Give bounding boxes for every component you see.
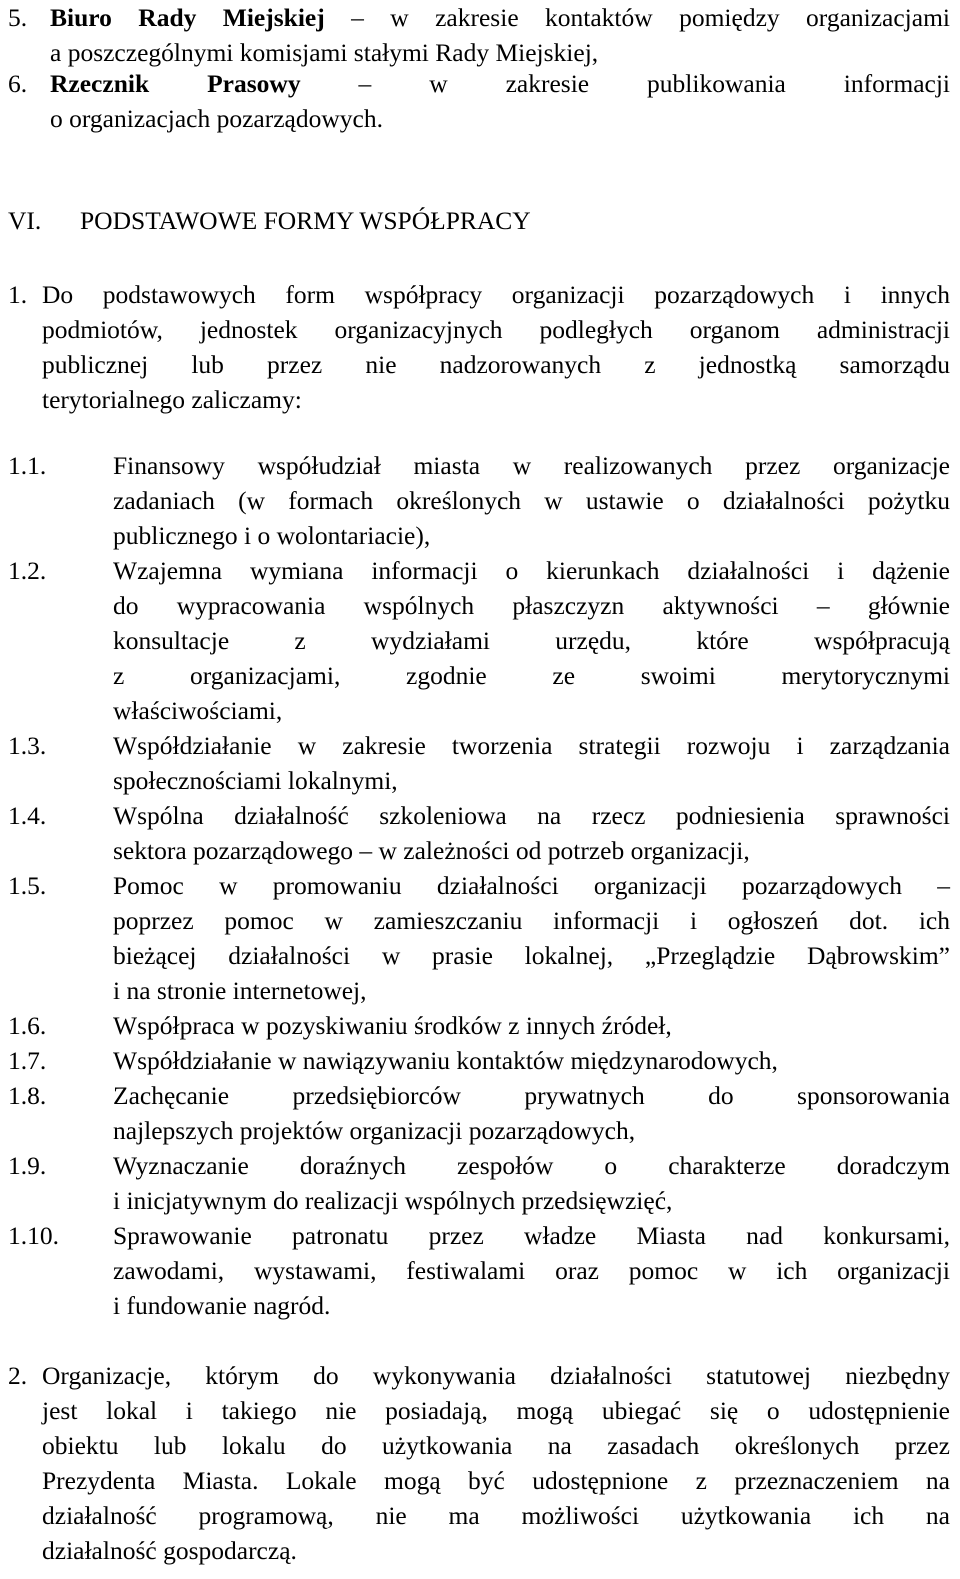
list-item	[8, 1043, 950, 1078]
list-item-line: zadaniach (w formach określonych w ustawie o działalności pożytku	[113, 486, 950, 515]
list-item-number: 1.7.	[8, 1046, 47, 1075]
list-item-body	[113, 868, 950, 1008]
list-item-number: 1.8.	[8, 1081, 47, 1110]
point-2-number: 2.	[8, 1361, 28, 1390]
list-item-body	[113, 553, 950, 728]
list-item-number: 1.5.	[8, 871, 47, 900]
list-item	[8, 798, 950, 868]
list-item-line: Wspólna działalność szkoleniowa na rzecz podniesienia sprawności	[113, 801, 950, 830]
list-item-line: Współdziałanie w zakresie tworzenia strategii rozwoju i zarządzania	[113, 731, 950, 760]
intro-item-5-number: 5.	[8, 3, 28, 32]
list-item-line: Pomoc w promowaniu działalności organizacji pozarządowych –	[113, 871, 950, 900]
intro-item-6-number: 6.	[8, 69, 28, 98]
point-2-line: Organizacje, którym do wykonywania działalności statutowej niezbędny	[42, 1361, 950, 1390]
list-item	[8, 1008, 950, 1043]
section-heading	[8, 203, 531, 238]
intro-item-6-bold: Rzecznik Prasowy	[50, 69, 301, 98]
list-item-body	[113, 448, 950, 553]
list-item-line: do wypracowania wspólnych płaszczyzn aktywności – głównie	[113, 591, 950, 620]
point-1-line: Do podstawowych form współpracy organizacji pozarządowych i innych	[42, 280, 950, 309]
point-1-line: terytorialnego zaliczamy:	[42, 385, 302, 414]
intro-item-6-line1	[50, 66, 950, 101]
list-item-line: bieżącej działalności w prasie lokalnej, „Przeglądzie Dąbrowskim”	[113, 941, 950, 970]
list-item-line: Wzajemna wymiana informacji o kierunkach działalności i dążenie	[113, 556, 950, 585]
list-item-line: konsultacje z wydziałami urzędu, które współpracują	[113, 626, 950, 655]
list-item-number: 1.3.	[8, 731, 47, 760]
list-item-number: 1.9.	[8, 1151, 47, 1180]
list-item-body	[113, 1008, 950, 1043]
point-1-line: podmiotów, jednostek organizacyjnych podległych organom administracji	[42, 315, 950, 344]
intro-item-5-line1	[50, 0, 950, 35]
list-item-body	[113, 798, 950, 868]
list-item	[8, 1078, 950, 1148]
list-item-body	[113, 1043, 950, 1078]
intro-item-5-line2: a poszczególnymi komisjami stałymi Rady Miejskiej,	[50, 38, 599, 67]
intro-item-6-line2: o organizacjach pozarządowych.	[50, 104, 383, 133]
list-item-line: Współpraca w pozyskiwaniu środków z innych źródeł,	[113, 1011, 672, 1040]
list-item	[8, 868, 950, 1008]
list-item-number: 1.10.	[8, 1221, 59, 1250]
list-item-line: Współdziałanie w nawiązywaniu kontaktów międzynarodowych,	[113, 1046, 778, 1075]
point-2-line: działalność gospodarczą.	[42, 1536, 297, 1565]
list-item-line: i na stronie internetowej,	[113, 976, 367, 1005]
list-item	[8, 1218, 950, 1323]
list-item-number: 1.4.	[8, 801, 47, 830]
list-item-line: społecznościami lokalnymi,	[113, 766, 398, 795]
list-item-line: właściwościami,	[113, 696, 283, 725]
list-item-body	[113, 1078, 950, 1148]
list-item-body	[113, 1218, 950, 1323]
list-item-line: i fundowanie nagród.	[113, 1291, 331, 1320]
list-item-number: 1.6.	[8, 1011, 47, 1040]
list-item-line: Wyznaczanie doraźnych zespołów o charakterze doradczym	[113, 1151, 950, 1180]
list-item-line: Sprawowanie patronatu przez władze Miasta nad konkursami,	[113, 1221, 950, 1250]
point-1-line: publicznej lub przez nie nadzorowanych z jednostką samorządu	[42, 350, 950, 379]
list-item-line: publicznego i o wolontariacie),	[113, 521, 431, 550]
list-item-number: 1.1.	[8, 451, 47, 480]
list-item	[8, 448, 950, 553]
subitems-list	[8, 448, 950, 1323]
list-item-line: i inicjatywnym do realizacji wspólnych przedsięwzięć,	[113, 1186, 673, 1215]
list-item-number: 1.2.	[8, 556, 47, 585]
list-item	[8, 1148, 950, 1218]
section-title: PODSTAWOWE FORMY WSPÓŁPRACY	[80, 206, 531, 235]
point-2-line: jest lokal i takiego nie posiadają, mogą ubiegać się o udostępnienie	[42, 1396, 950, 1425]
intro-item-6-rest: – w zakresie publikowania informacji	[300, 69, 951, 98]
section-numeral: VI.	[8, 206, 42, 235]
list-item-body	[113, 1148, 950, 1218]
list-item	[8, 553, 950, 728]
list-item-line: poprzez pomoc w zamieszczaniu informacji i ogłoszeń dot. ich	[113, 906, 950, 935]
list-item-line: Zachęcanie przedsiębiorców prywatnych do sponsorowania	[113, 1081, 950, 1110]
point-1-number: 1.	[8, 280, 28, 309]
point-2-line: obiektu lub lokalu do użytkowania na zasadach określonych przez	[42, 1431, 950, 1460]
intro-item-5-bold: Biuro Rady Miejskiej	[50, 3, 325, 32]
list-item-line: zawodami, wystawami, festiwalami oraz pomoc w ich organizacji	[113, 1256, 950, 1285]
list-item-line: sektora pozarządowego – w zależności od potrzeb organizacji,	[113, 836, 750, 865]
list-item-line: z organizacjami, zgodnie ze swoimi merytorycznymi	[113, 661, 950, 690]
point-2-line: działalność programową, nie ma możliwości użytkowania ich na	[42, 1501, 950, 1530]
intro-item-5-rest: – w zakresie kontaktów pomiędzy organizacjami	[324, 3, 950, 32]
list-item-line: najlepszych projektów organizacji pozarządowych,	[113, 1116, 636, 1145]
point-2-line: Prezydenta Miasta. Lokale mogą być udostępnione z przeznaczeniem na	[42, 1466, 950, 1495]
list-item-body	[113, 728, 950, 798]
list-item	[8, 728, 950, 798]
list-item-line: Finansowy współudział miasta w realizowanych przez organizacje	[113, 451, 950, 480]
